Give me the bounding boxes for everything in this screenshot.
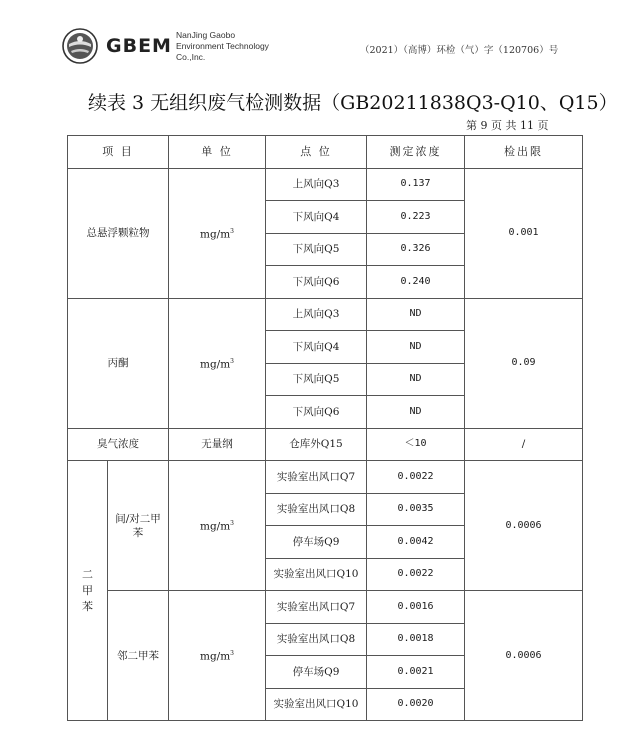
point-cell: 停车场Q9 bbox=[266, 656, 367, 689]
value-cell: 0.137 bbox=[367, 168, 465, 201]
point-cell: 仓库外Q15 bbox=[266, 428, 367, 461]
unit-cell: $mg/m^3$ bbox=[169, 168, 266, 298]
value-cell: 0.0042 bbox=[367, 526, 465, 559]
point-cell: 下风向Q6 bbox=[266, 266, 367, 299]
value-cell: ND bbox=[367, 331, 465, 364]
unit-cell: 无量纲 bbox=[169, 428, 266, 461]
table-row bbox=[68, 168, 583, 201]
value-cell: 0.0022 bbox=[367, 461, 465, 494]
limit-cell: / bbox=[465, 428, 583, 461]
limit-cell: 0.001 bbox=[465, 168, 583, 298]
point-cell: 实验室出风口Q8 bbox=[266, 623, 367, 656]
value-cell: ＜10 bbox=[367, 428, 465, 461]
page-number: 第 9 页 共 11 页 bbox=[466, 119, 549, 132]
unit-cell: $mg/m^3$ bbox=[169, 298, 266, 428]
limit-cell: 0.0006 bbox=[465, 591, 583, 721]
value-cell: ND bbox=[367, 298, 465, 331]
point-cell: 下风向Q4 bbox=[266, 331, 367, 364]
header-point: 点 位 bbox=[266, 136, 367, 169]
value-cell: ND bbox=[367, 396, 465, 429]
page-title: 续表 3 无组织废气检测数据（GB20211838Q3-Q10、Q15） bbox=[88, 92, 618, 114]
point-cell: 实验室出风口Q7 bbox=[266, 461, 367, 494]
value-cell: 0.0035 bbox=[367, 493, 465, 526]
limit-cell: 0.09 bbox=[465, 298, 583, 428]
limit-cell: 0.0006 bbox=[465, 461, 583, 591]
item-name: 丙酮 bbox=[68, 298, 169, 428]
point-cell: 停车场Q9 bbox=[266, 526, 367, 559]
item-name: 臭气浓度 bbox=[68, 428, 169, 461]
point-cell: 上风向Q3 bbox=[266, 298, 367, 331]
point-cell: 下风向Q5 bbox=[266, 363, 367, 396]
item-name: 总悬浮颗粒物 bbox=[68, 168, 169, 298]
item-name: 邻二甲苯 bbox=[108, 591, 169, 721]
table-row bbox=[68, 461, 583, 494]
xylene-group-label: 二 甲 苯 bbox=[68, 461, 108, 721]
table-row bbox=[68, 428, 583, 461]
point-cell: 实验室出风口Q10 bbox=[266, 558, 367, 591]
value-cell: 0.326 bbox=[367, 233, 465, 266]
value-cell: 0.0022 bbox=[367, 558, 465, 591]
value-cell: 0.223 bbox=[367, 201, 465, 234]
value-cell: 0.0021 bbox=[367, 656, 465, 689]
item-name: 间/对二甲苯 bbox=[108, 461, 169, 591]
company-name: NanJing Gaobo Environment Technology Co.,Inc. bbox=[176, 30, 269, 62]
point-cell: 上风向Q3 bbox=[266, 168, 367, 201]
point-cell: 下风向Q5 bbox=[266, 233, 367, 266]
table-row bbox=[68, 591, 583, 624]
brand-name: GBEM bbox=[106, 35, 172, 57]
header-concentration: 测定浓度 bbox=[367, 136, 465, 169]
header-item: 项 目 bbox=[68, 136, 169, 169]
table-row bbox=[68, 298, 583, 331]
emission-data-table bbox=[67, 135, 583, 721]
report-number: （2021）（高博）环检（气）字（120706）号 bbox=[360, 45, 559, 56]
point-cell: 下风向Q6 bbox=[266, 396, 367, 429]
value-cell: ND bbox=[367, 363, 465, 396]
header-limit: 检出限 bbox=[465, 136, 583, 169]
point-cell: 实验室出风口Q8 bbox=[266, 493, 367, 526]
value-cell: 0.0020 bbox=[367, 688, 465, 721]
value-cell: 0.0016 bbox=[367, 591, 465, 624]
unit-cell: $mg/m^3$ bbox=[169, 591, 266, 721]
value-cell: 0.0018 bbox=[367, 623, 465, 656]
table-header-row bbox=[68, 136, 583, 169]
value-cell: 0.240 bbox=[367, 266, 465, 299]
point-cell: 实验室出风口Q10 bbox=[266, 688, 367, 721]
header-unit: 单 位 bbox=[169, 136, 266, 169]
point-cell: 下风向Q4 bbox=[266, 201, 367, 234]
point-cell: 实验室出风口Q7 bbox=[266, 591, 367, 624]
gbem-globe-logo-icon bbox=[62, 28, 98, 64]
unit-cell: $mg/m^3$ bbox=[169, 461, 266, 591]
